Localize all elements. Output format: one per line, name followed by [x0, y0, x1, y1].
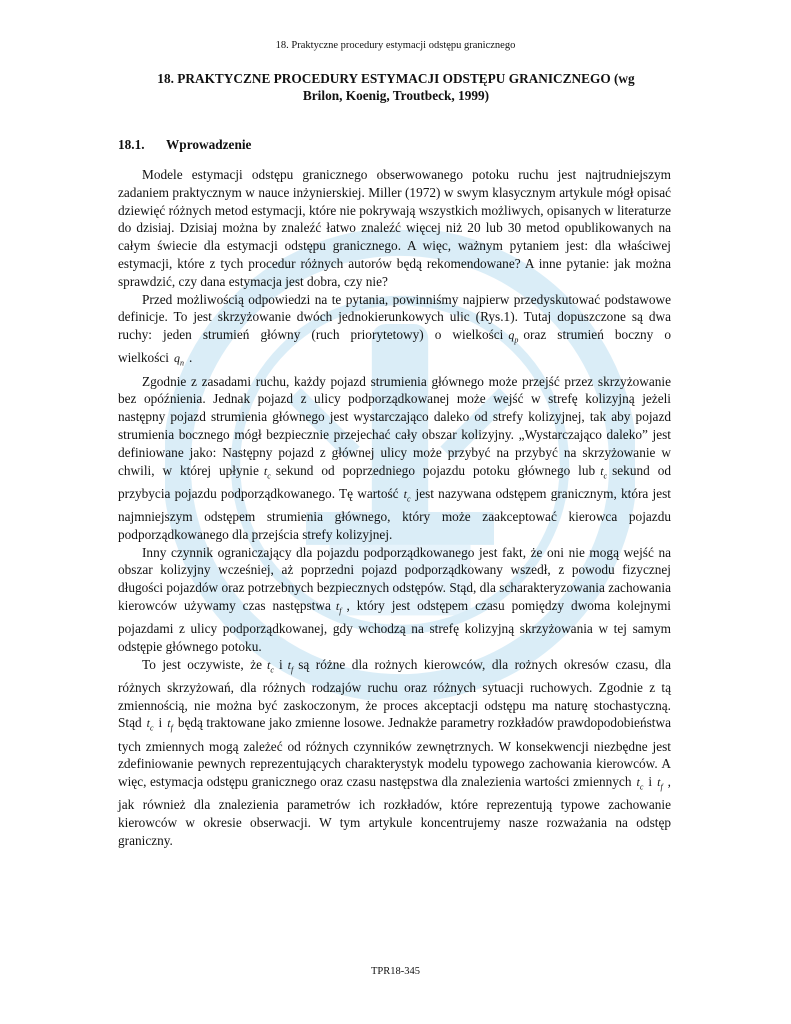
document-title	[118, 70, 674, 104]
tc-symbol	[259, 464, 276, 478]
section-number: 18.1.	[118, 137, 145, 152]
paragraph-5-text-b: i	[278, 656, 283, 672]
tf-subscript: f	[660, 782, 663, 792]
tc-subscript: c	[603, 470, 608, 480]
q-p-base: q	[508, 328, 515, 343]
tc-subscript: c	[267, 470, 271, 480]
tc-symbol	[262, 657, 279, 675]
q-n-base: q	[173, 351, 180, 366]
q-p-subscript: p	[514, 335, 519, 345]
paragraph-4	[118, 544, 671, 656]
paragraph-5	[118, 656, 671, 850]
tc-base: t	[600, 463, 604, 478]
page-number: TPR18-345	[370, 966, 420, 977]
paragraph-4-text-a: Inny czynnik ograniczający dla pojazdu podporządkowanego jest fakt, że oni nie mogą wejść na obszar kolizyjny wcześniej, aż poprzedni pojazd podporządkowany wszedł, z powodu fizycznej długości pojazdów oraz potrzebnych bezpiecznych odstępów. Stąd, dla scharakteryzowania zachowania kierowców używamy czas następstwa	[118, 544, 671, 613]
tf-symbol	[283, 657, 299, 675]
tf-base: t	[167, 716, 171, 731]
tf-base: t	[335, 598, 340, 613]
tc-base: t	[636, 775, 640, 790]
paragraph-3-text-b: sekund od poprzedniego pojazdu potoku głównego lub	[275, 462, 596, 478]
tc-base: t	[146, 716, 150, 731]
tc-symbol	[595, 464, 612, 478]
tc-subscript: c	[639, 782, 644, 792]
paragraph-2-text-b: oraz strumień boczny o wielkości	[118, 327, 672, 366]
paragraph-3	[118, 373, 671, 544]
paragraph-5-text-a: To jest oczywiste, że	[142, 656, 263, 672]
tf-base: t	[657, 775, 661, 790]
paragraph-3-text-c: sekund od przybycia pojazdu podporządkowanego. Tę wartość	[118, 462, 671, 501]
body-text	[118, 166, 671, 850]
tf-symbol	[331, 598, 347, 616]
paragraph-4-text-b: , który jest odstępem czasu pomiędzy dwoma kolejnymi pojazdami z ulicy podporządkowanej, gdy wchodzą na strefę kolizyjną skrzyżowania w tej samym odstępie głównego potoku.	[118, 597, 671, 654]
tc-base: t	[263, 463, 268, 478]
q-n-symbol	[169, 351, 189, 368]
paragraph-2-text-c: .	[188, 350, 193, 366]
paragraph-2	[118, 291, 671, 373]
tc-base: t	[267, 657, 271, 672]
tc-symbol	[631, 775, 648, 792]
paragraph-5-text-g: , jak również dla znalezienia parametrów ich rozkładów, które reprezentują typowe zachowanie kierowców w okresie obserwacji. W tym artykule koncentrujemy nasze rozważania na odstęp graniczny.	[118, 774, 671, 849]
paragraph-5-text-e: będą traktowane jako zmienne losowe. Jednakże parametry rozkładów prawdopodobieństwa tych zmiennych mogą zależeć od różnych czynników zewnętrznych. W konsekwencji niezbędne jest zdefiniowanie pewnych reprezentujących charakterystyk modelu typowego zachowania kierowców. A więc, estymacja odstępu granicznego oraz czasu następstwa dla znalezienia wartości zmiennych	[118, 715, 671, 790]
document-title-line-2: Brilon, Koenig, Troutbeck, 1999)	[302, 88, 490, 103]
tf-symbol	[162, 716, 178, 733]
section-heading	[118, 137, 251, 153]
tc-subscript: c	[270, 665, 274, 675]
tc-symbol	[399, 486, 416, 504]
paragraph-1: Modele estymacji odstępu granicznego obserwowanego potoku ruchu jest najtrudniejszym zadaniem praktycznym w nauce inżynierskiej. Miller (1972) w swym klasycznym artykule mógł opisać dziewięć różnych metod estymacji, które nie pokrywają wszystkich możliwych, opisanych w literaturze do dzisiaj. Dzisiaj można by znaleźć łatwo znaleźć więcej niż 20 lub 30 metod opublikowanych na całym świecie dla estymacji odstępu granicznego. A więc, ważnym pytaniem jest: dla właściwej estymacji, które z tych procedur różnych autorów będą rekomendowane? A inne pytanie: jak można sprawdzić, czy dana estymacja jest dobra, czy nie?	[118, 167, 671, 289]
q-p-symbol	[503, 328, 523, 345]
running-header: 18. Praktyczne procedury estymacji odstępu granicznego	[275, 40, 516, 51]
paragraph-5-text-c: są różne dla rożnych kierowców, dla rożnych okresów czasu, dla różnych skrzyżowań, dla różnych rodzajów ruchu oraz różnych sytuacji ruchowych. Zgodnie z tą zmiennością, nie można być zaskoczonym, że proces akceptacji odstępu ma naturę stochastyczną. Stąd	[118, 656, 671, 731]
tf-symbol	[652, 775, 668, 792]
tf-subscript: f	[291, 665, 294, 675]
tc-symbol	[142, 716, 159, 733]
q-n-subscript: n	[179, 358, 184, 368]
tc-subscript: c	[149, 723, 154, 733]
tf-base: t	[287, 657, 291, 672]
tc-subscript: c	[406, 494, 411, 504]
tc-base: t	[403, 486, 407, 501]
tf-subscript: f	[339, 606, 342, 616]
paragraph-3-text-a: Zgodnie z zasadami ruchu, każdy pojazd strumienia głównego może przejść przez skrzyżowanie bez opóźnienia. Jednak pojazd z ulicy podporządkowanej może wejść w strefę kolizyjną jeżeli następny pojazd strumienia głównego jest wystarczająco daleko od strefy kolizyjnej, tak aby pojazd strumienia bocznego mógł bezpiecznie przejechać cały obszar kolizyjny. „Wystarczająco daleko” jest definiowane jako: Następny pojazd z głównej ulicy może przybyć na przybyć na skrzyżowanie w chwili, w której upłynie	[118, 373, 671, 478]
document-title-line-1: 18. PRAKTYCZNE PROCEDURY ESTYMACJI ODSTĘPU GRANICZNEGO (wg	[157, 71, 635, 86]
section-title: Wprowadzenie	[166, 137, 252, 152]
paragraph-2-text-a: Przed możliwością odpowiedzi na te pytania, powinniśmy najpierw przedyskutować podstawowe definicje. To jest skrzyżowanie dwóch jednokierunkowych ulic (Rys.1). Tutaj dopuszczone są dwa ruchy: jeden strumień główny (ruch priorytetowy) o wielkości	[118, 291, 671, 343]
paragraph-5-text-f: i	[648, 774, 653, 790]
tf-subscript: f	[170, 723, 173, 733]
paragraph-5-text-d: i	[158, 715, 163, 731]
paragraph-3-text-d: jest nazywana odstępem granicznym, która jest najmniejszym odstępem strumienia głównego, który może zaakceptować kierowca pojazdu podporządkowanego dla przejścia strefy kolizyjnej.	[118, 485, 672, 542]
